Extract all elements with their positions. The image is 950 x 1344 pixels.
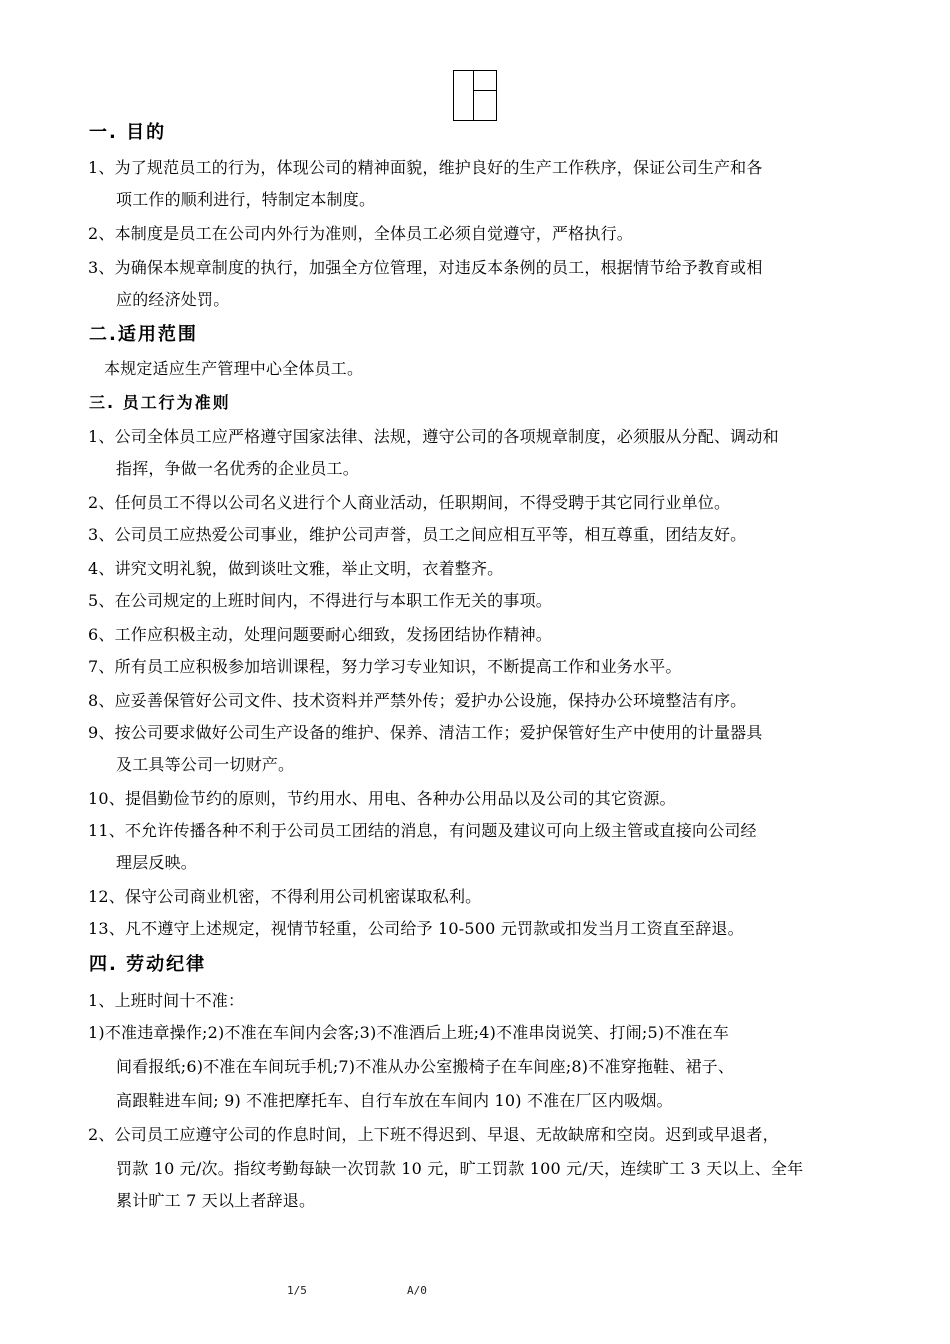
paragraph-line: 1、公司全体员工应严格遵守国家法律、法规，遵守公司的各项规章制度，必须服从分配、调动和	[88, 427, 779, 446]
page-number: 1/5	[287, 1284, 307, 1297]
paragraph-line: 项工作的顺利进行，特制定本制度。	[116, 190, 376, 209]
paragraph-line: 9、按公司要求做好公司生产设备的维护、保养、清洁工作；爱护保管好生产中使用的计量器具	[88, 723, 763, 742]
paragraph-line: 及工具等公司一切财产。	[116, 755, 295, 774]
document-code: A/0	[407, 1284, 427, 1297]
paragraph-line: 8、应妥善保管好公司文件、技术资料并严禁外传；爱护办公设施，保持办公环境整洁有序。	[88, 691, 747, 710]
paragraph-line: 间看报纸;6)不准在车间玩手机;7)不准从办公室搬椅子在车间座;8)不准穿拖鞋、裙子、	[116, 1057, 735, 1076]
paragraph-line: 理层反映。	[116, 853, 198, 872]
paragraph-line: 1)不准违章操作;2)不准在车间内会客;3)不准酒后上班;4)不准串岗说笑、打闹;5)不准在车	[88, 1023, 730, 1042]
paragraph-line: 1、为了规范员工的行为，体现公司的精神面貌，维护良好的生产工作秩序，保证公司生产和各	[88, 158, 763, 177]
section-heading-conduct: 三. 员工行为准则	[89, 393, 231, 412]
paragraph-line: 累计旷工 7 天以上者辞退。	[116, 1191, 316, 1210]
paragraph-line: 指挥，争做一名优秀的企业员工。	[116, 459, 360, 478]
paragraph-line: 3、为确保本规章制度的执行，加强全方位管理，对违反本条例的员工，根据情节给予教育或相	[88, 258, 763, 277]
paragraph-line: 11、不允许传播各种不利于公司员工团结的消息，有问题及建议可向上级主管或直接向公司经	[88, 821, 757, 840]
paragraph-line: 应的经济处罚。	[116, 290, 230, 309]
section-heading-scope: 二.适用范围	[89, 324, 198, 345]
paragraph-line: 12、保守公司商业机密，不得利用公司机密谋取私利。	[88, 887, 482, 906]
paragraph-line: 3、公司员工应热爱公司事业，维护公司声誉，员工之间应相互平等，相互尊重，团结友好。	[88, 525, 747, 544]
paragraph-line: 高跟鞋进车间; 9) 不准把摩托车、自行车放在车间内 10) 不准在厂区内吸烟。	[116, 1091, 673, 1110]
paragraph-line: 2、本制度是员工在公司内外行为准则，全体员工必须自觉遵守，严格执行。	[88, 224, 633, 243]
paragraph-line: 1、上班时间十不准：	[88, 991, 245, 1010]
paragraph-line: 2、任何员工不得以公司名义进行个人商业活动，任职期间，不得受聘于其它同行业单位。	[88, 493, 731, 512]
paragraph-line: 6、工作应积极主动，处理问题要耐心细致，发扬团结协作精神。	[88, 625, 552, 644]
paragraph-line: 10、提倡勤俭节约的原则，节约用水、用电、各种办公用品以及公司的其它资源。	[88, 789, 676, 808]
paragraph-line: 本规定适应生产管理中心全体员工。	[104, 359, 364, 378]
paragraph-line: 5、在公司规定的上班时间内，不得进行与本职工作无关的事项。	[88, 591, 552, 610]
paragraph-line: 4、讲究文明礼貌，做到谈吐文雅，举止文明，衣着整齐。	[88, 559, 504, 578]
document-logo	[453, 70, 497, 121]
paragraph-line: 7、所有员工应积极参加培训课程，努力学习专业知识，不断提高工作和业务水平。	[88, 657, 682, 676]
section-heading-purpose: 一. 目的	[89, 122, 167, 143]
section-heading-discipline: 四. 劳动纪律	[89, 954, 207, 975]
paragraph-line: 2、公司员工应遵守公司的作息时间，上下班不得迟到、早退、无故缺席和空岗。迟到或早退者，	[88, 1125, 779, 1144]
paragraph-line: 13、凡不遵守上述规定，视情节轻重，公司给予 10-500 元罚款或扣发当月工资直至辞退。	[88, 919, 744, 938]
paragraph-line: 罚款 10 元/次。指纹考勤每缺一次罚款 10 元，旷工罚款 100 元/天，连续旷工 3 天以上、全年	[116, 1159, 804, 1178]
